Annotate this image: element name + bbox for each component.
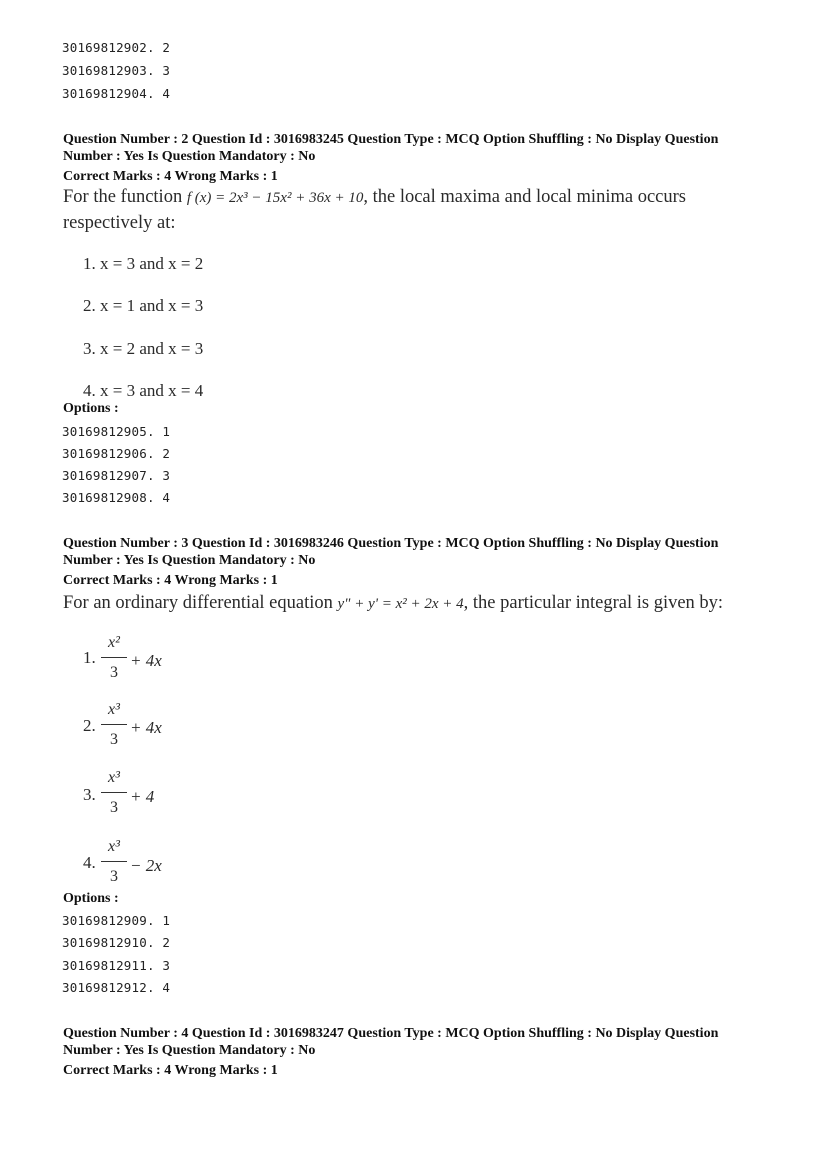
q4-header-line2: Number : Yes Is Question Mandatory : No [63,1043,316,1058]
q2-equation: f (x) = 2x³ − 15x² + 36x + 10 [186,190,364,206]
q2-header-line1: Question Number : 2 Question Id : 3016983245 Question Type : MCQ Option Shuffling : No Display Question [63,132,719,147]
q2-option-1: 30169812905. 1 [62,424,171,439]
q3-options-label: Options : [63,891,119,906]
q3-choice-3-fraction-bar [101,792,127,793]
q3-choice-3-rest: + 4 [130,787,155,806]
q4-header-line1: Question Number : 4 Question Id : 3016983247 Question Type : MCQ Option Shuffling : No Display Question [63,1026,719,1041]
q3-choice-4-number: 4. [83,853,96,872]
q3-equation: y" + y' = x² + 2x + 4 [337,596,464,612]
q3-choice-1-number: 1. [83,648,96,667]
q3-option-3: 30169812911. 3 [62,958,171,973]
q3-option-2: 30169812910. 2 [62,935,171,950]
q2-option-2: 30169812906. 2 [62,446,171,461]
q3-question-text [63,593,723,614]
q3-choice-2-rest: + 4x [130,718,162,737]
q3-text-before: For an ordinary differential equation [63,593,333,613]
q2-choice-1: 1. x = 3 and x = 2 [83,254,204,273]
q3-choice-4-denominator: 3 [110,868,118,885]
q2-question-text-line2: respectively at: [63,213,176,233]
q2-header-line2: Number : Yes Is Question Mandatory : No [63,149,316,164]
q3-choice-3-numerator: x³ [108,769,120,786]
q2-text-after: , the local maxima and local minima occurs [363,187,686,207]
q2-option-3: 30169812907. 3 [62,468,171,483]
q1-option-4: 30169812904. 4 [62,86,171,101]
q3-choice-2-number: 2. [83,716,96,735]
q3-marks: Correct Marks : 4 Wrong Marks : 1 [63,573,278,588]
q3-header-line2: Number : Yes Is Question Mandatory : No [63,553,316,568]
q3-header-line1: Question Number : 3 Question Id : 3016983246 Question Type : MCQ Option Shuffling : No Display Question [63,536,719,551]
q3-choice-2-numerator: x³ [108,701,120,718]
q3-choice-2-fraction-bar [101,724,127,725]
q3-choice-1-denominator: 3 [110,664,118,681]
q3-choice-4-fraction-bar [101,861,127,862]
q3-option-1: 30169812909. 1 [62,913,171,928]
q3-choice-3-denominator: 3 [110,799,118,816]
q2-option-4: 30169812908. 4 [62,490,171,505]
q3-choice-4-rest: − 2x [130,856,162,875]
q3-choice-1-numerator: x² [108,634,120,651]
q1-option-2: 30169812902. 2 [62,40,171,55]
q2-marks: Correct Marks : 4 Wrong Marks : 1 [63,169,278,184]
q1-option-3: 30169812903. 3 [62,63,171,78]
q3-option-4: 30169812912. 4 [62,980,171,995]
q3-choice-2-denominator: 3 [110,731,118,748]
q4-marks: Correct Marks : 4 Wrong Marks : 1 [63,1063,278,1078]
q2-options-label: Options : [63,401,119,416]
q2-choice-2: 2. x = 1 and x = 3 [83,296,204,315]
q3-text-after: , the particular integral is given by: [463,593,724,613]
q3-choice-1-rest: + 4x [130,651,162,670]
q3-choice-4-numerator: x³ [108,838,120,855]
q2-choice-3: 3. x = 2 and x = 3 [83,339,204,358]
q2-text-before: For the function [63,187,183,207]
q3-choice-1-fraction-bar [101,657,127,658]
q3-choice-3-number: 3. [83,785,96,804]
q2-question-text [63,187,686,208]
q2-choice-4: 4. x = 3 and x = 4 [83,381,204,400]
